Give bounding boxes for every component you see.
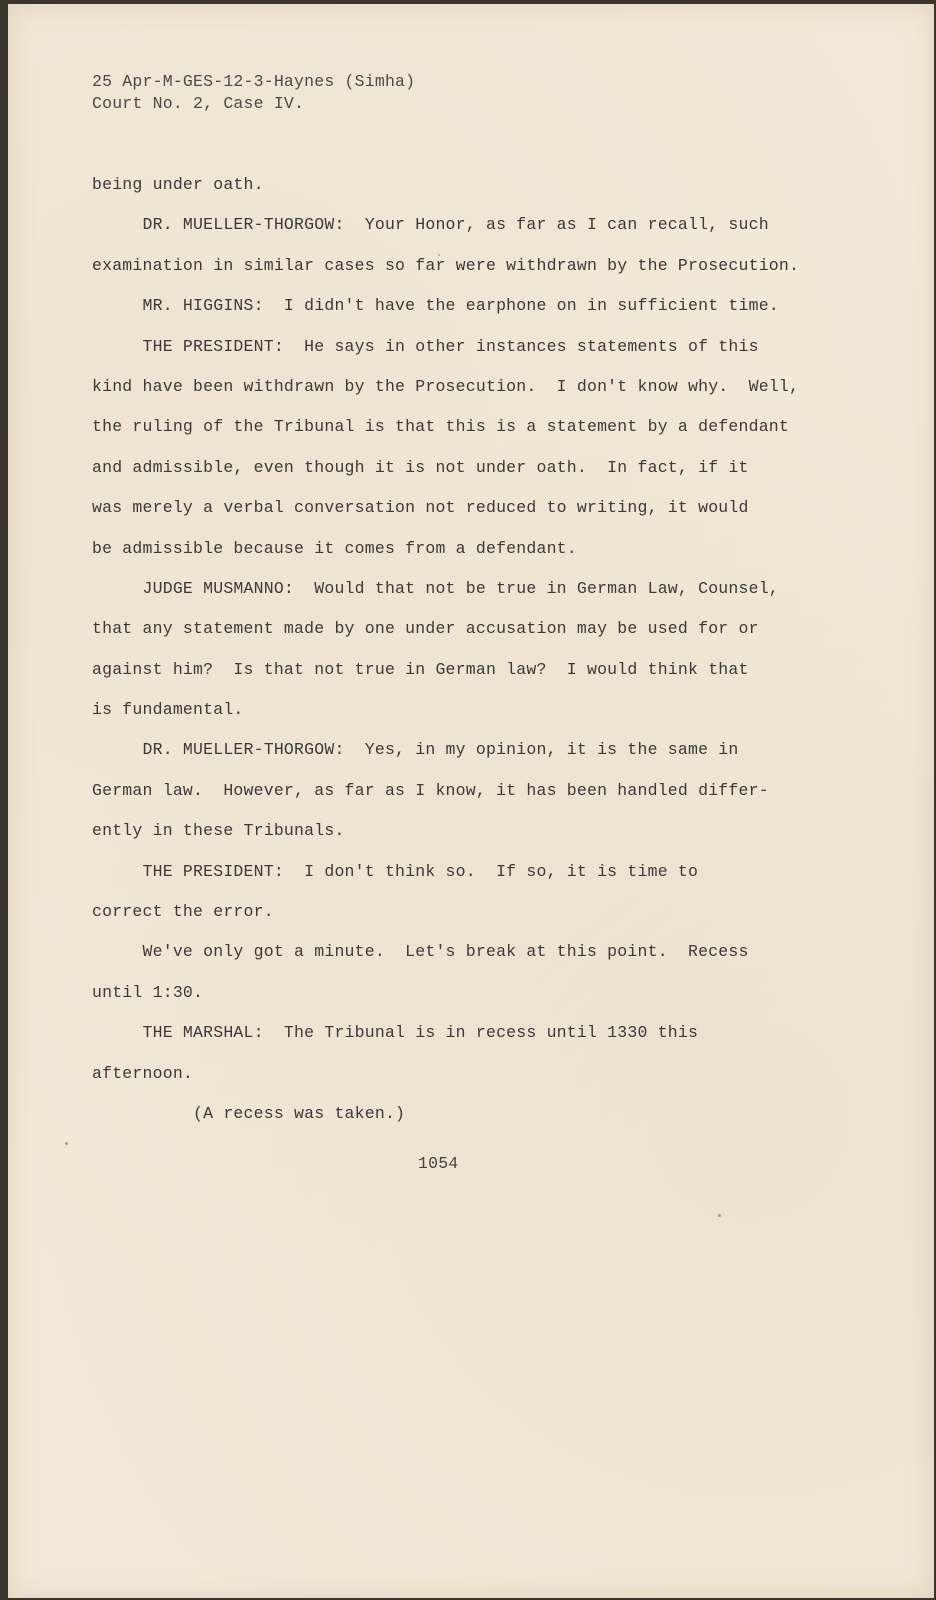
body-line: We've only got a minute. Let's break at this point. Recess: [92, 942, 749, 961]
header-line-2: Court No. 2, Case IV.: [92, 94, 305, 113]
body-line: was merely a verbal conversation not reduced to writing, it would: [92, 498, 749, 517]
body-line: that any statement made by one under accusation may be used for or: [92, 619, 759, 638]
body-line: (A recess was taken.): [92, 1104, 406, 1123]
body-line: JUDGE MUSMANNO: Would that not be true in German Law, Counsel,: [92, 579, 779, 598]
body-line: is fundamental.: [92, 700, 244, 719]
body-line: THE MARSHAL: The Tribunal is in recess until 1330 this: [92, 1023, 699, 1042]
header-line-1: 25 Apr-M-GES-12-3-Haynes (Simha): [92, 72, 416, 91]
body-line: being under oath.: [92, 175, 264, 194]
body-line: ently in these Tribunals.: [92, 821, 345, 840]
body-line: THE PRESIDENT: I don't think so. If so, it is time to: [92, 862, 699, 881]
body-line: examination in similar cases so far were withdrawn by the Prosecution.: [92, 256, 800, 275]
body-line: DR. MUELLER-THORGOW: Yes, in my opinion, it is the same in: [92, 740, 739, 759]
document-page: [8, 4, 934, 1598]
body-line: DR. MUELLER-THORGOW: Your Honor, as far as I can recall, such: [92, 215, 769, 234]
paper-speck: [65, 1142, 68, 1145]
body-line: be admissible because it comes from a defendant.: [92, 539, 577, 558]
body-line: and admissible, even though it is not under oath. In fact, if it: [92, 458, 749, 477]
body-line: kind have been withdrawn by the Prosecution. I don't know why. Well,: [92, 377, 800, 396]
paper-speck: [438, 254, 440, 256]
body-line: afternoon.: [92, 1064, 194, 1083]
body-line: MR. HIGGINS: I didn't have the earphone on in sufficient time.: [92, 296, 779, 315]
body-line: German law. However, as far as I know, it has been handled differ-: [92, 781, 769, 800]
paper-speck: [718, 1214, 721, 1217]
body-line: until 1:30.: [92, 983, 204, 1002]
body-line: correct the error.: [92, 902, 274, 921]
page-number: 1054: [418, 1154, 459, 1173]
body-line: THE PRESIDENT: He says in other instances statements of this: [92, 337, 759, 356]
body-line: against him? Is that not true in German law? I would think that: [92, 660, 749, 679]
body-line: the ruling of the Tribunal is that this is a statement by a defendant: [92, 417, 790, 436]
